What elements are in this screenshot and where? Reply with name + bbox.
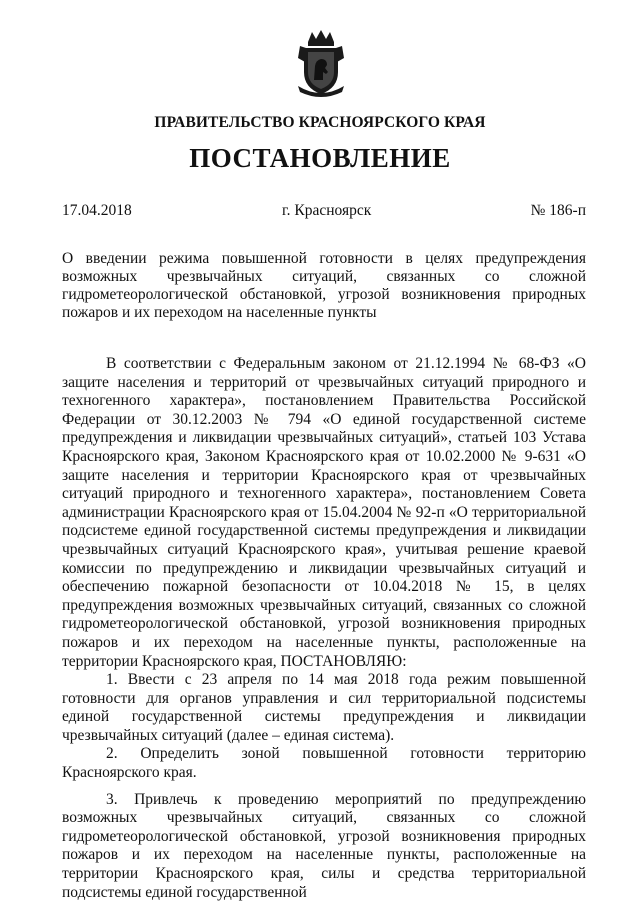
document-place: г. Красноярск bbox=[282, 202, 372, 219]
document-date: 17.04.2018 bbox=[62, 202, 132, 219]
preamble-paragraph: В соответствии с Федеральным законом от 21.12.1994 № 68-ФЗ «О защите населения и территорий от чрезвычайных ситуаций природного и техногенного характера», постановлением Правительства Российской Федерации от 30.12.2003 № 794 «О единой государственной системе предупреждения и ликвидации чрезвычайных ситуаций», статьей 103 Устава Красноярского края, Законом Красноярского края от 10.02.2000 № 9-631 «О защите населения и территории Красноярского края от чрезвычайных ситуаций природного и техногенного характера», постановлением Совета администрации Красноярского края от 15.04.2004 № 92-п «О территориальной подсистеме единой государственной системы предупреждения и ликвидации чрезвычайных ситуаций Красноярского края», учитывая решение краевой комиссии по предупреждению и ликвидации чрезвычайных ситуаций и обеспечению пожарной безопасности от 10.04.2018 № 15, в целях предупреждения возможных чрезвычайных ситуаций, связанных со сложной гидрометеорологической обстановкой, угрозой возникновения природных пожаров и их переходом на населенные пункты, расположенные на территории Красноярского края, ПОСТАНОВЛЯЮ: bbox=[62, 355, 586, 670]
item-3-paragraph: 3. Привлечь к проведению мероприятий по предупреждению возможных чрезвычайных ситуаций, связанных со сложной гидрометеорологической обстановкой, угрозой возникновения природных пожаров и их переходом на населенные пункты, расположенные на территории Красноярского края, силы и средства территориальной подсистемы единой государственной bbox=[62, 790, 586, 901]
document-subject: О введении режима повышенной готовности в целях предупреждения возможных чрезвычайных ситуаций, связанных со сложной гидрометеорологической обстановкой, угрозой возникновения природных пожаров и их переходом на населенные пункты bbox=[62, 250, 586, 321]
document-type-title: ПОСТАНОВЛЕНИЕ bbox=[189, 143, 451, 173]
item-1-paragraph: 1. Ввести с 23 апреля по 14 мая 2018 года режим повышенной готовности для органов управления и сил территориальной подсистемы единой государственной системы предупреждения и ликвидации чрезвычайных ситуаций (далее – единая система). bbox=[62, 671, 586, 744]
government-title: ПРАВИТЕЛЬСТВО КРАСНОЯРСКОГО КРАЯ bbox=[154, 114, 486, 131]
coat-of-arms-icon bbox=[294, 28, 348, 100]
document-number: № 186-п bbox=[530, 202, 586, 219]
document-body bbox=[62, 355, 586, 902]
item-2-paragraph: 2. Определить зоной повышенной готовности территорию Красноярского края. bbox=[62, 745, 586, 782]
